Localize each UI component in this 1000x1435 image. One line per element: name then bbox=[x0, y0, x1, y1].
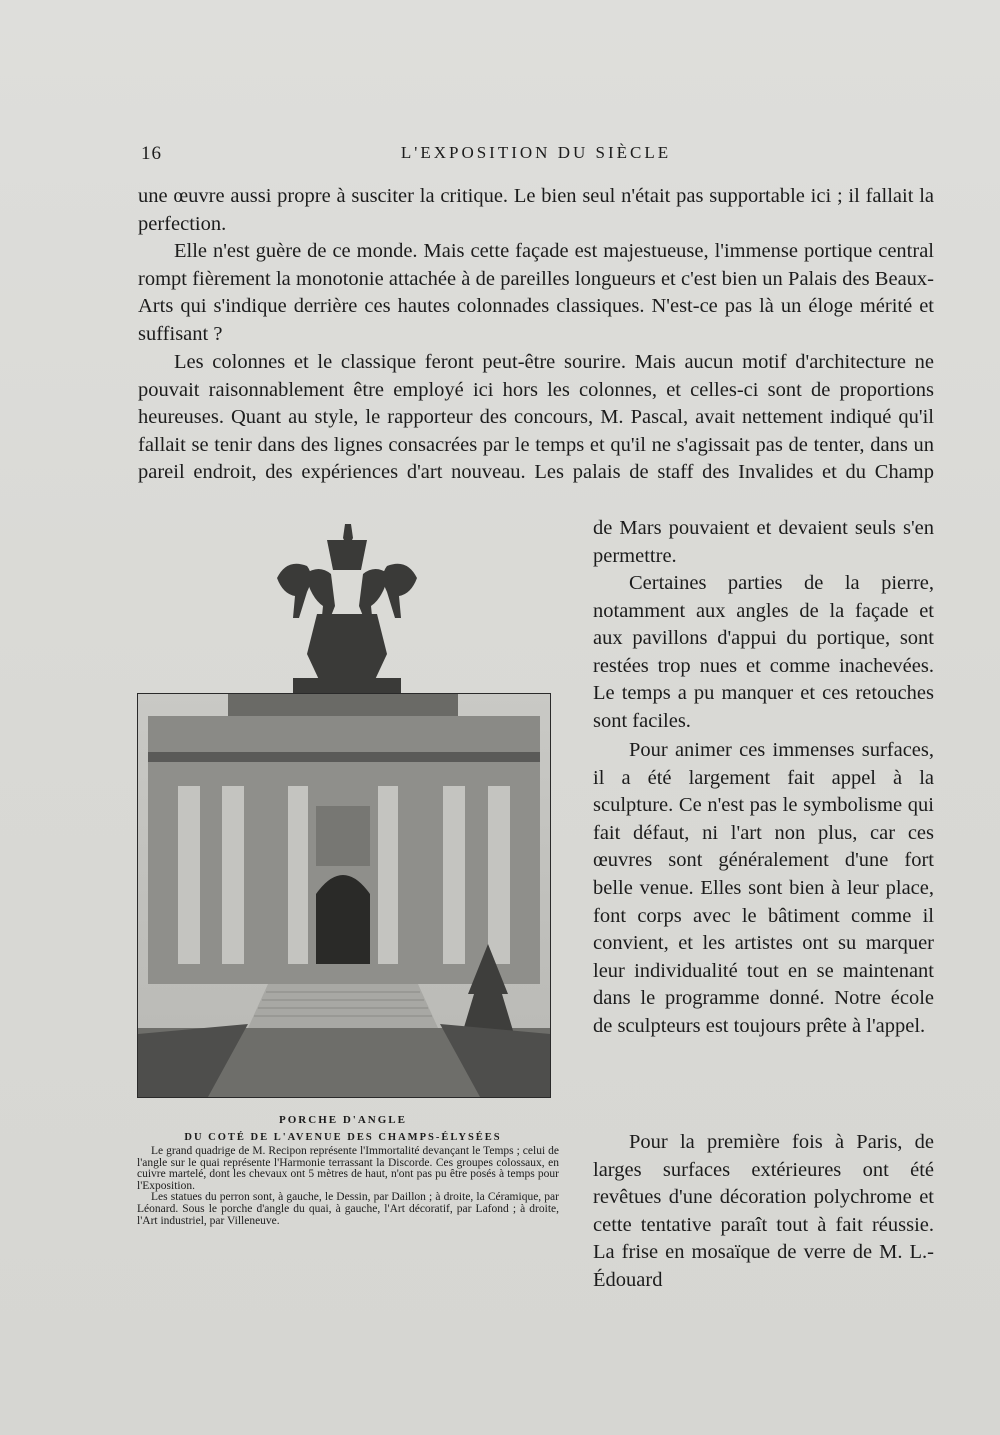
page-number: 16 bbox=[141, 143, 162, 164]
paragraph-1: une œuvre aussi propre à susciter la critique. Le bien seul n'était pas supportable ici ; il fallait la perfection. bbox=[138, 185, 934, 235]
quadriga-sculpture bbox=[257, 518, 437, 698]
upper-attic bbox=[228, 694, 458, 716]
caption-paragraph-1: Le grand quadrige de M. Recipon représente l'Immortalité devançant le Temps ; celui de l'angle sur le quai représente l'Harmonie terrassant la Discorde. Ces groupes colossaux, en cuivre martelé, dont les chevaux ont 5 mètres de haut, n'ont pas pu être posés à temps pour l'Exposition. bbox=[137, 1145, 559, 1192]
photo-frame bbox=[137, 693, 551, 1098]
arched-doorway bbox=[316, 875, 370, 964]
caption-text bbox=[137, 1146, 559, 1227]
paragraph-4: Certaines parties de la pierre, notamment aux angles de la façade et aux pavillons d'appui du portique, sont restées trop nues et comme inachevées. Le temps a pu manquer et ces retouches sont faciles. bbox=[593, 572, 934, 732]
caption-title: PORCHE D'ANGLE bbox=[279, 1114, 407, 1126]
entrance-steps bbox=[248, 984, 438, 1028]
paragraph-2: Elle n'est guère de ce monde. Mais cette façade est majestueuse, l'immense portique central rompt fièrement la monotonie attachée à de pareilles longueurs et c'est bien un Palais des Beaux-Arts qui s'indique derrière ces hautes colonnades classiques. N'est-ce pas là un éloge mérité et suffisant ? bbox=[138, 240, 934, 345]
running-title: L'EXPOSITION DU SIÈCLE bbox=[400, 143, 672, 162]
page-header bbox=[138, 143, 934, 167]
paragraph-6: Pour la première fois à Paris, de larges surfaces extérieures ont été revêtues d'une décoration polychrome et cette tentative paraît tout à fait réussie. La frise en mosaïque de verre de M. L.-Édouard bbox=[593, 1131, 934, 1291]
caption-paragraph-2: Les statues du perron sont, à gauche, le Dessin, par Daillon ; à droite, la Céramique, par Léonard. Sous le porche d'angle du quai, à gauche, l'Art décoratif, par Lafond ; à droite, l'Art industriel, par Villeneuve. bbox=[137, 1191, 559, 1227]
paragraph-5: Pour animer ces immenses surfaces, il a été largement fait appel à la sculpture. Ce n'est pas le symbolisme qui fait défaut, ni l'art non plus, car ces œuvres sont généralement d'une fort belle venue. Elles sont bien à leur place, font corps avec le bâtiment comme il convient, et les artistes ont su marquer leur individualité tout en se maintenant dans le programme donné. Notre école de sculpteurs est toujours prête à l'appel. bbox=[593, 739, 934, 1037]
paragraph-3: Les colonnes et le classique feront peut-être sourire. Mais aucun motif d'architecture ne pouvait raisonnablement être employé ici hors les colonnes, et celles-ci sont de proportions heureuses. Quant au style, le rapporteur des concours, M. Pascal, avait nettement indiqué qu'il fallait se tenir dans des lignes consacrées par le temps et qu'il ne s'agissait pas de tenter, dans un pareil endroit, des expériences d'art nouveau. Les palais de staff des Invalides et du Champ bbox=[138, 351, 934, 484]
caption-subtitle: DU COTÉ DE L'AVENUE DES CHAMPS-ÉLYSÉES bbox=[184, 1132, 502, 1143]
porch-photograph bbox=[137, 518, 549, 1096]
paragraph-3-continued: de Mars pouvaient et devaient seuls s'en permettre. bbox=[593, 517, 934, 567]
